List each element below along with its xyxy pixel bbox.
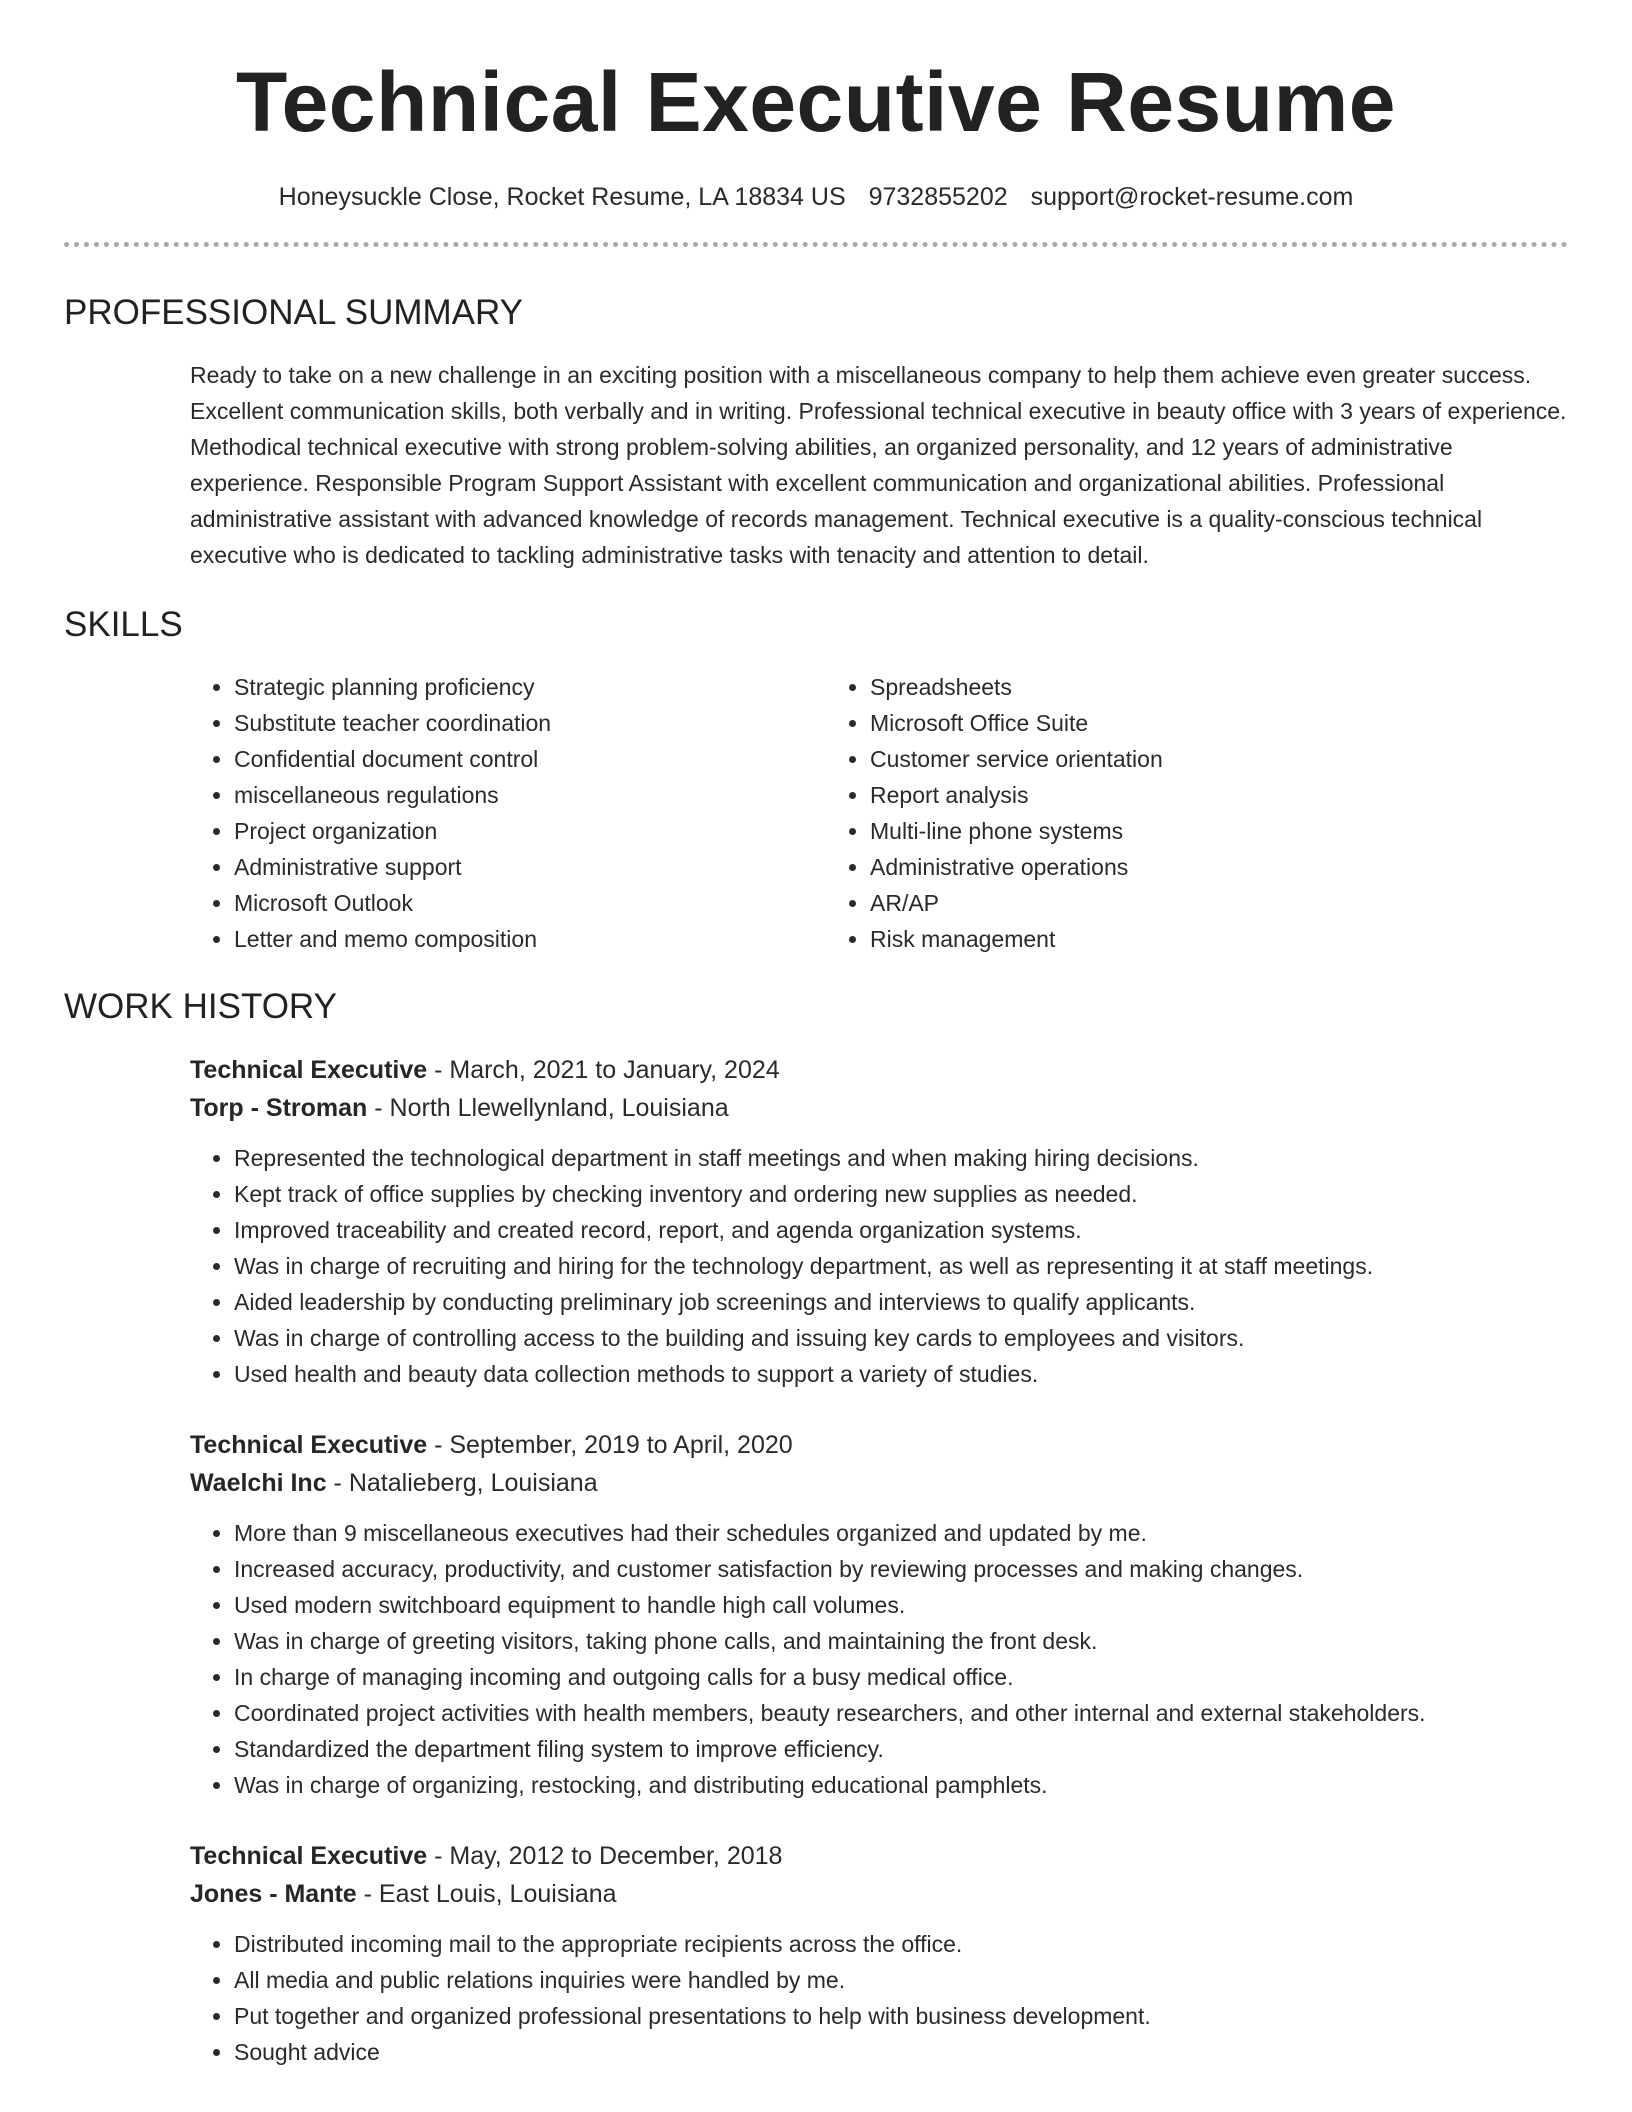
job-company: Torp - Stroman	[190, 1094, 368, 1122]
job-company-line	[190, 1464, 1568, 1502]
job-entry	[190, 1051, 1568, 1392]
job-role: Technical Executive	[190, 1431, 428, 1459]
job-bullet: • Standardized the department filing system to improve efficiency.	[234, 1731, 1568, 1767]
skill-item: • Microsoft Outlook	[234, 885, 826, 921]
job-role: Technical Executive	[190, 1056, 428, 1084]
skills-list	[190, 669, 1568, 957]
skill-item: • Microsoft Office Suite	[870, 705, 1526, 741]
skills-heading: SKILLS	[64, 605, 183, 644]
job-location: - East Louis, Louisiana	[356, 1880, 617, 1908]
job-bullet: • Improved traceability and created record, report, and agenda organization systems.	[234, 1212, 1568, 1248]
skill-item: • Administrative support	[234, 849, 826, 885]
job-dates: - May, 2012 to December, 2018	[427, 1842, 783, 1870]
job-bullets	[190, 1515, 1568, 1803]
job-bullet: • More than 9 miscellaneous executives had their schedules organized and updated by me.	[234, 1515, 1568, 1551]
job-bullet: • Represented the technological department in staff meetings and when making hiring decisions.	[234, 1140, 1568, 1176]
job-company: Waelchi Inc	[190, 1469, 327, 1497]
job-bullet: • All media and public relations inquiries were handled by me.	[234, 1962, 1568, 1998]
summary-heading: PROFESSIONAL SUMMARY	[64, 293, 523, 332]
job-title-line	[190, 1051, 1568, 1089]
job-bullet: • In charge of managing incoming and outgoing calls for a busy medical office.	[234, 1659, 1568, 1695]
job-company-line	[190, 1875, 1568, 1913]
job-bullets	[190, 1140, 1568, 1392]
resume-page	[64, 0, 1568, 2070]
contact-line	[64, 180, 1568, 214]
job-bullets	[190, 1926, 1568, 2070]
job-location: - North Llewellynland, Louisiana	[367, 1094, 729, 1122]
contact-address: Honeysuckle Close, Rocket Resume, LA 18834 US	[278, 183, 846, 211]
contact-phone: 9732855202	[868, 183, 1008, 211]
job-bullet: • Sought advice	[234, 2034, 1568, 2070]
job-bullet: • Used modern switchboard equipment to handle high call volumes.	[234, 1587, 1568, 1623]
skill-item: • miscellaneous regulations	[234, 777, 826, 813]
skill-item: • Substitute teacher coordination	[234, 705, 826, 741]
job-dates: - September, 2019 to April, 2020	[427, 1431, 793, 1459]
skill-item: • Administrative operations	[870, 849, 1526, 885]
skills-column-left	[190, 669, 826, 957]
skill-item: • Risk management	[870, 921, 1526, 957]
job-location: - Natalieberg, Louisiana	[326, 1469, 598, 1497]
skill-item: • AR/AP	[870, 885, 1526, 921]
resume-title: Technical Executive Resume	[236, 55, 1396, 149]
job-bullet: • Aided leadership by conducting preliminary job screenings and interviews to qualify applicants.	[234, 1284, 1568, 1320]
job-bullet: • Put together and organized professional presentations to help with business development.	[234, 1998, 1568, 2034]
job-bullet: • Was in charge of greeting visitors, taking phone calls, and maintaining the front desk.	[234, 1623, 1568, 1659]
job-bullet: • Distributed incoming mail to the appropriate recipients across the office.	[234, 1926, 1568, 1962]
job-company-line	[190, 1089, 1568, 1127]
summary-text: Ready to take on a new challenge in an exciting position with a miscellaneous company to help them achieve even greater success. Excellent communication skills, both verbally and in writing. Professional technical executive in beauty office with 3 years of experience. Methodical technical executive with strong problem-solving abilities, an organized personality, and 12 years of administrative experience. Responsible Program Support Assistant with excellent communication and organizational abilities. Professional administrative assistant with advanced knowledge of records management. Technical executive is a quality-conscious technical executive who is dedicated to tackling administrative tasks with tenacity and attention to detail.	[190, 362, 1567, 568]
job-company: Jones - Mante	[190, 1880, 357, 1908]
job-bullet: • Used health and beauty data collection methods to support a variety of studies.	[234, 1356, 1568, 1392]
header-divider	[64, 242, 1568, 247]
job-bullet: • Was in charge of recruiting and hiring for the technology department, as well as representing it at staff meetings.	[234, 1248, 1568, 1284]
skill-item: • Strategic planning proficiency	[234, 669, 826, 705]
job-entry	[190, 1426, 1568, 1803]
skill-item: • Project organization	[234, 813, 826, 849]
job-bullet: • Kept track of office supplies by checking inventory and ordering new supplies as needed.	[234, 1176, 1568, 1212]
job-role: Technical Executive	[190, 1842, 428, 1870]
contact-email: support@rocket-resume.com	[1030, 183, 1354, 211]
job-bullet: • Was in charge of controlling access to the building and issuing key cards to employees and visitors.	[234, 1320, 1568, 1356]
skill-item: • Confidential document control	[234, 741, 826, 777]
skill-item: • Letter and memo composition	[234, 921, 826, 957]
job-bullet: • Was in charge of organizing, restocking, and distributing educational pamphlets.	[234, 1767, 1568, 1803]
job-bullet: • Coordinated project activities with health members, beauty researchers, and other internal and external stakeholders.	[234, 1695, 1568, 1731]
job-bullet: • Increased accuracy, productivity, and customer satisfaction by reviewing processes and making changes.	[234, 1551, 1568, 1587]
skills-column-right	[826, 669, 1526, 957]
skill-item: • Multi-line phone systems	[870, 813, 1526, 849]
job-dates: - March, 2021 to January, 2024	[427, 1056, 780, 1084]
job-title-line	[190, 1837, 1568, 1875]
job-title-line	[190, 1426, 1568, 1464]
skill-item: • Spreadsheets	[870, 669, 1526, 705]
skill-item: • Report analysis	[870, 777, 1526, 813]
work-history-heading: WORK HISTORY	[64, 987, 337, 1026]
skill-item: • Customer service orientation	[870, 741, 1526, 777]
job-entry	[190, 1837, 1568, 2070]
